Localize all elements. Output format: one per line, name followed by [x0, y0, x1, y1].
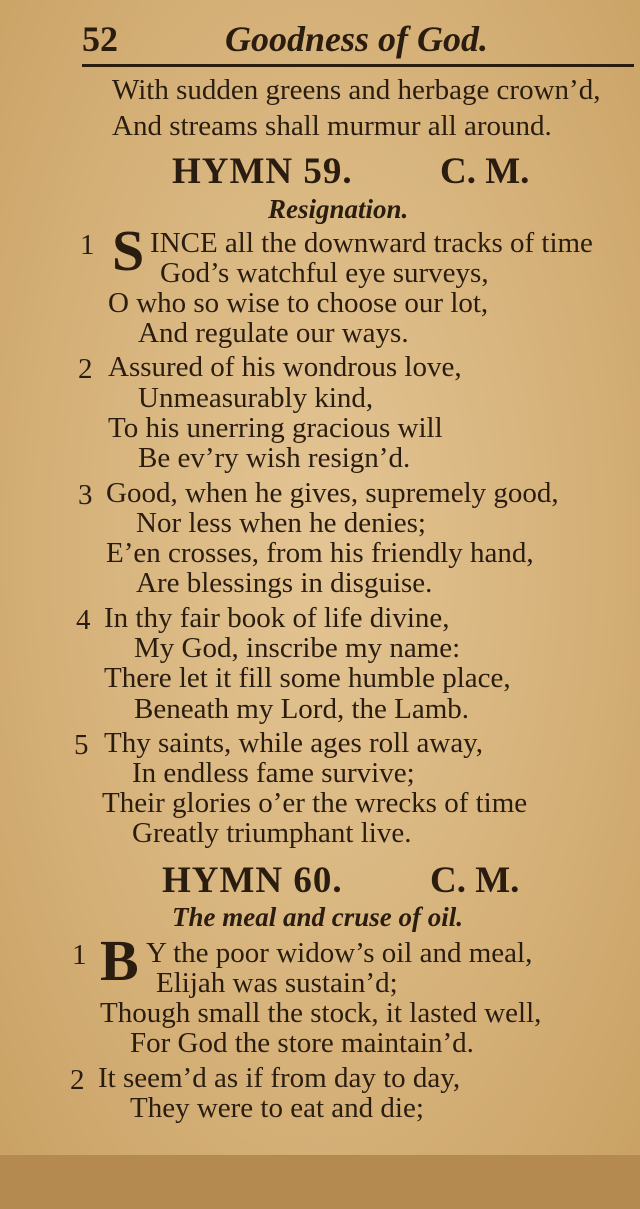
- page-edge: [0, 1155, 640, 1209]
- verse-line: God’s watchful eye surveys,: [160, 257, 489, 289]
- verse-line: Thy saints, while ages roll away,: [104, 727, 484, 759]
- header-rule: [82, 64, 634, 67]
- running-title: Goodness of God.: [225, 19, 489, 59]
- verse-line: Assured of his wondrous love,: [108, 351, 462, 383]
- verse-line: In endless fame survive;: [132, 757, 415, 789]
- verse-line: Greatly triumphant live.: [132, 817, 412, 849]
- verse-line: E’en crosses, from his friendly hand,: [106, 537, 534, 569]
- verse-line: They were to eat and die;: [130, 1092, 424, 1124]
- verse-number: 3: [78, 479, 93, 511]
- verse-line: My God, inscribe my name:: [134, 632, 461, 664]
- verse-line: For God the store maintain’d.: [130, 1027, 474, 1059]
- verse-line: Beneath my Lord, the Lamb.: [134, 693, 470, 725]
- verse-line: There let it fill some humble place,: [104, 662, 511, 694]
- hymn-title: HYMN 59.: [172, 151, 353, 192]
- drop-cap: S: [112, 218, 145, 283]
- verse-number: 4: [76, 604, 91, 636]
- verse-number: 5: [74, 729, 89, 761]
- hymn-meter: C. M.: [430, 860, 520, 901]
- verse-line: To his unerring gracious will: [108, 412, 443, 444]
- hymn-title: HYMN 60.: [162, 860, 343, 901]
- hymn-subtitle: Resignation.: [268, 194, 409, 224]
- verse-line: O who so wise to choose our lot,: [108, 287, 489, 319]
- hymn-subtitle: The meal and cruse of oil.: [172, 902, 463, 932]
- verse-line: Be ev’ry wish resign’d.: [138, 442, 411, 474]
- verse-line: Y the poor widow’s oil and meal,: [146, 937, 533, 969]
- verse-line: It seem’d as if from day to day,: [98, 1062, 461, 1094]
- verse-line: In thy fair book of life divine,: [104, 602, 450, 634]
- verse-line: Nor less when he denies;: [136, 507, 426, 539]
- verse-line: Unmeasurably kind,: [138, 382, 374, 414]
- verse-line: Good, when he gives, supremely good,: [106, 477, 559, 509]
- verse-line: With sudden greens and herbage crown’d,: [112, 74, 601, 106]
- verse-number: 1: [80, 229, 95, 261]
- verse-line: And streams shall murmur all around.: [112, 110, 552, 142]
- verse-number: 1: [72, 939, 87, 971]
- verse-line: INCE all the downward tracks of time: [150, 227, 593, 259]
- verse-line: And regulate our ways.: [138, 317, 409, 349]
- hymn-meter: C. M.: [440, 151, 530, 192]
- verse-line: Are blessings in disguise.: [136, 567, 433, 599]
- verse-line: Their glories o’er the wrecks of time: [102, 787, 528, 819]
- verse-line: Though small the stock, it lasted well,: [100, 997, 542, 1029]
- verse-number: 2: [78, 353, 93, 385]
- page-number: 52: [82, 19, 118, 59]
- page-header: [0, 14, 640, 64]
- drop-cap: B: [100, 928, 139, 993]
- verse-number: 2: [70, 1064, 85, 1096]
- verse-line: Elijah was sustain’d;: [156, 967, 398, 999]
